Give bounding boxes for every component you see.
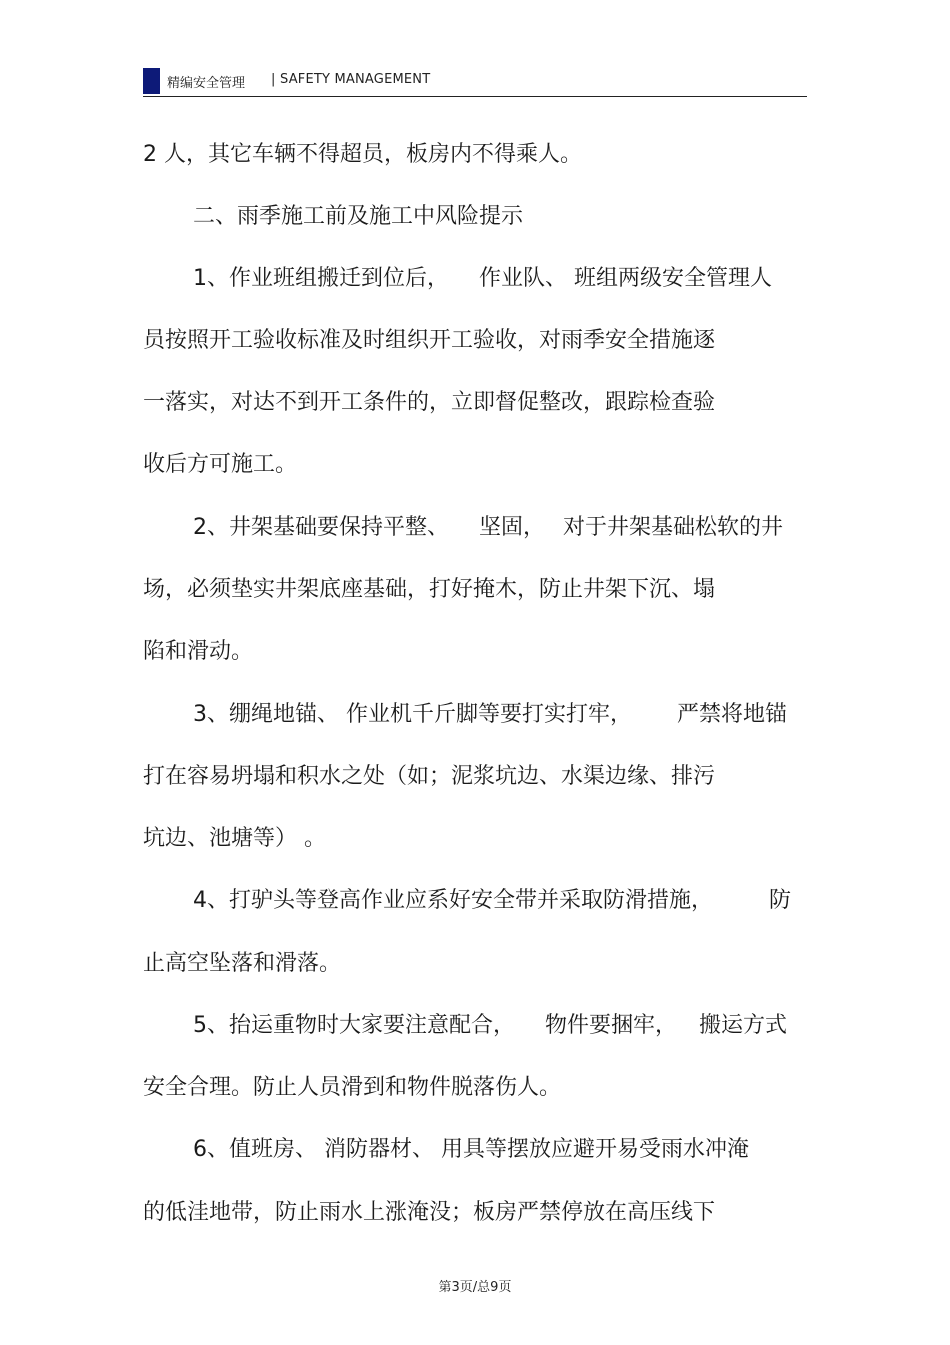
- item-4-text-a: 4、打驴头等登高作业应系好安全带并采取防滑措施，: [193, 888, 713, 913]
- item-6-line-1: 6、值班房、 消防器材、 用具等摆放应避开易受雨水冲淹: [193, 1137, 749, 1162]
- item-3-text-b: 严禁将地锚: [677, 702, 788, 727]
- item-2-line-3: 陷和滑动。: [143, 639, 254, 664]
- item-4-line-1: [193, 887, 791, 915]
- item-5-line-1: [193, 1012, 787, 1040]
- item-1-line-3: 一落实，对达不到开工条件的，立即督促整改，跟踪检查验: [143, 390, 716, 415]
- item-1-text-b: 作业队、 班组两级安全管理人: [479, 266, 772, 291]
- header-separator: |: [271, 72, 276, 87]
- item-5-text-c: 搬运方式: [699, 1013, 788, 1038]
- text-line-1: 2 人，其它车辆不得超员，板房内不得乘人。: [143, 142, 582, 167]
- item-2-text-c: 对于井架基础松软的井: [563, 515, 784, 540]
- page-number: 第3页/总9页: [438, 1280, 512, 1295]
- page-header: [143, 64, 807, 97]
- item-5-line-2: 安全合理。防止人员滑到和物件脱落伤人。: [143, 1075, 562, 1100]
- header-title-cn: 精编安全管理: [167, 76, 246, 91]
- item-5-text-b: 物件要捆牢，: [545, 1013, 678, 1038]
- item-2-text-a: 2、井架基础要保持平整、: [193, 515, 449, 540]
- item-1-line-2: 员按照开工验收标准及时组织开工验收，对雨季安全措施逐: [143, 328, 716, 353]
- item-3-line-2: 打在容易坍塌和积水之处（如；泥浆坑边、水渠边缘、排污: [143, 764, 716, 789]
- item-5-text-a: 5、抬运重物时大家要注意配合，: [193, 1013, 515, 1038]
- item-2-line-2: 场，必须垫实井架底座基础，打好掩木，防止井架下沉、塌: [143, 577, 716, 602]
- item-6-line-2: 的低洼地带，防止雨水上涨淹没；板房严禁停放在高压线下: [143, 1200, 716, 1225]
- item-1-line-4: 收后方可施工。: [143, 452, 298, 477]
- item-2-text-b: 坚固，: [479, 515, 546, 540]
- item-4-line-2: 止高空坠落和滑落。: [143, 951, 342, 976]
- item-1-line-1: [193, 265, 772, 293]
- item-1-text-a: 1、作业班组搬迁到位后，: [193, 266, 449, 291]
- logo-icon: [143, 68, 160, 94]
- item-2-line-1: [193, 514, 783, 542]
- section-heading: 二、雨季施工前及施工中风险提示: [193, 204, 524, 229]
- item-3-line-3: 坑边、池塘等） 。: [143, 826, 326, 851]
- item-4-text-b: 防: [769, 888, 792, 913]
- item-3-text-a: 3、绷绳地锚、 作业机千斤脚等要打实打牢，: [193, 702, 632, 727]
- header-title-en: SAFETY MANAGEMENT: [280, 72, 431, 87]
- item-3-line-1: [193, 701, 787, 729]
